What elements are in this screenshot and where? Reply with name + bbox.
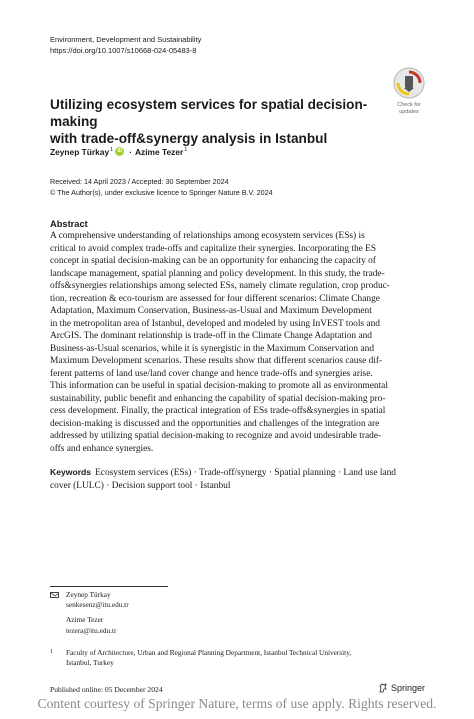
abstract-line: offs and enhance synergies.: [50, 443, 154, 454]
keywords-line: Ecosystem services (ESs) · Trade-off/synergy · Spatial planning · Land use land: [95, 468, 396, 478]
journal-name: Environment, Development and Sustainability: [50, 35, 202, 44]
abstract-line: sustainability, public benefit and enhancing the capability of spatial decision-making pro-: [50, 393, 386, 404]
abstract-line: landscape management, spatial planning and policy development. In this study, the trade-: [50, 268, 385, 279]
abstract-line: tion, recreation & eco-tourism are assessed for four different scenarios: Climate Change: [50, 293, 380, 304]
contact-name: Zeynep Türkay: [66, 590, 111, 599]
article-title: Utilizing ecosystem services for spatial decision-making with trade-off&synergy analysis in Istanbul: [50, 97, 368, 146]
contact-name: Azime Tezer: [66, 615, 104, 625]
correspondence: [66, 590, 129, 636]
abstract-line: Maximum Development scenarios. These results show that different scenarios cause dif-: [50, 356, 383, 366]
abstract-line: offs&synergies relationships among selected ESs, namely climate regulation, crop produc-: [50, 281, 390, 291]
doi-link[interactable]: https://doi.org/10.1007/s10668-024-05483-8: [50, 45, 197, 55]
contact-email[interactable]: senkesenz@itu.edu.tr: [66, 600, 129, 610]
author-separator: ·: [129, 147, 132, 157]
springer-horse-icon: [378, 683, 388, 693]
received-accepted: Received: 14 April 2023 / Accepted: 30 September 2024: [50, 177, 229, 186]
footnote-divider: [50, 586, 168, 587]
check-for-updates-icon[interactable]: [392, 66, 426, 100]
abstract-heading: Abstract: [50, 219, 88, 229]
abstract-line: decision-making is discussed and the opportunities and challenges of the integration are: [50, 418, 380, 429]
abstract-line: Business-as-Usual scenarios, while it is synergistic in the Maximum Conservation and: [50, 343, 375, 354]
abstract-body: [50, 230, 424, 455]
article-dates: [50, 177, 273, 198]
abstract-line: in the metropolitan area of Istanbul, developed and modeled by using InVEST tools and: [50, 318, 380, 329]
abstract-line: addressed by utilizing spatial decision-making to recognize and avoid undesirable trade-: [50, 431, 382, 441]
affiliation-marker: 1: [110, 147, 114, 153]
keywords-heading: Keywords: [50, 467, 92, 477]
orcid-icon[interactable]: iD: [117, 148, 123, 154]
keywords-line: cover (LULC) · Decision support tool · Istanbul: [50, 480, 231, 491]
abstract-line: concept in spatial decision-making can be an opportunity for enhancing the capacity of: [50, 256, 376, 266]
abstract-line: ferent patterns of land use/land cover change and hence trade-offs and synergies arise.: [50, 368, 373, 379]
author-name[interactable]: Azime Tezer: [134, 147, 184, 157]
journal-header: [50, 35, 201, 56]
affiliation: Faculty of Architecture, Urban and Regional Planning Department, Istanbul Technical University, Istanbul, Turkey: [66, 648, 352, 668]
published-date: Published online: 05 December 2024: [50, 685, 163, 694]
abstract-line: A comprehensive understanding of relationships among ecosystem services (ESs) is: [50, 231, 365, 241]
envelope-icon: [50, 592, 59, 598]
contact-email[interactable]: tezera@itu.edu.tr: [66, 625, 117, 635]
keywords: [50, 466, 424, 492]
affiliation-number: 1: [50, 649, 53, 655]
abstract-line: Adaptation, Maximum Conservation, Business-as-Usual and Maximum Development: [50, 306, 372, 316]
author-name[interactable]: Zeynep Türkay: [50, 147, 110, 157]
abstract-line: ArcGIS. The dominant relationship is trade-off in the Climate Change Adaptation and: [50, 331, 372, 341]
abstract-line: This information can be useful in spatial decision-making to promote all as environmental: [50, 381, 388, 391]
copyright: © The Author(s), under exclusive licence to Springer Nature B.V. 2024: [50, 187, 273, 197]
publisher-name: Springer: [391, 683, 426, 693]
check-for-updates-label[interactable]: Check for updates: [397, 102, 421, 115]
abstract-line: critical to avoid complex trade-offs and capitalize their synergies. Incorporating the ES: [50, 243, 377, 254]
publisher-logo[interactable]: [378, 683, 425, 693]
abstract-line: cess development. Finally, the practical integration of ESs trade-offs&synergies in spatial: [50, 406, 386, 416]
affiliation-marker: 1: [184, 147, 188, 153]
author-list: [50, 147, 187, 157]
courtesy-watermark: Content courtesy of Springer Nature, terms of use apply. Rights reserved.: [37, 696, 437, 711]
